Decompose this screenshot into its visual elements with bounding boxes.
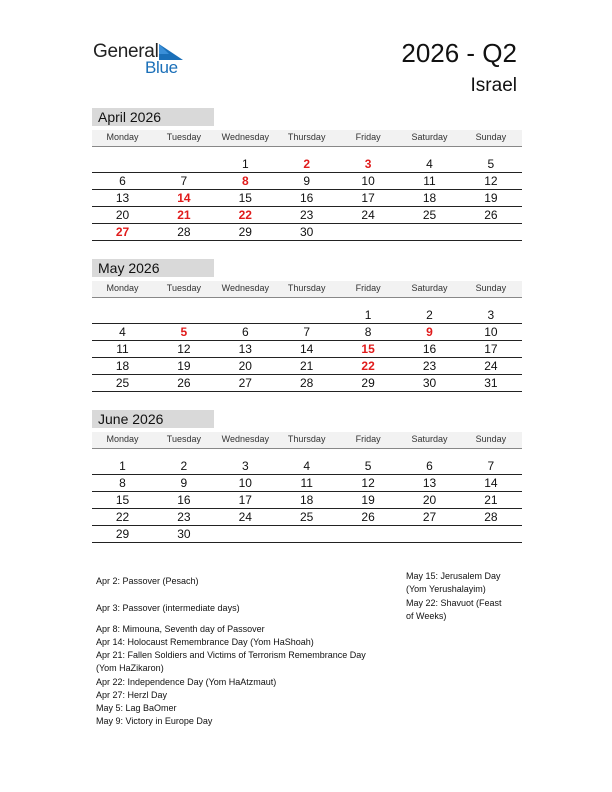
day-cell: 30 — [177, 527, 191, 541]
weekday-label: Tuesday — [166, 434, 201, 444]
day-cell: 13 — [422, 476, 437, 490]
day-cell: 27 — [238, 376, 252, 390]
day-cell: 18 — [422, 191, 437, 205]
weekday-label: Tuesday — [166, 132, 201, 142]
day-cell: 30 — [422, 376, 437, 390]
holiday-note: (Yom Yerushalayim) — [406, 584, 486, 594]
weekday-label: Sunday — [475, 434, 507, 444]
day-cell: 1 — [241, 157, 249, 171]
day-cell: 17 — [484, 342, 498, 356]
logo-blue-text: Blue — [145, 58, 178, 77]
holiday-day-cell: 15 — [361, 342, 375, 356]
day-cell: 27 — [422, 510, 437, 524]
weekday-label: Sunday — [475, 283, 507, 293]
week-row — [92, 526, 522, 543]
day-cell: 9 — [303, 174, 311, 188]
weekday-label: Monday — [106, 434, 139, 444]
day-cell: 3 — [241, 459, 249, 473]
day-cell: 24 — [361, 208, 375, 222]
day-cell: 15 — [238, 191, 252, 205]
weekday-header-row — [92, 281, 522, 298]
day-cell: 10 — [484, 325, 498, 339]
day-cell: 26 — [484, 208, 498, 222]
day-cell: 14 — [484, 476, 498, 490]
holiday-day-cell: 8 — [241, 174, 249, 188]
day-cell: 16 — [422, 342, 437, 356]
day-cell: 19 — [361, 493, 375, 507]
holiday-note: May 5: Lag BaOmer — [96, 703, 177, 713]
day-cell: 5 — [487, 157, 495, 171]
holiday-day-cell: 14 — [177, 191, 191, 205]
day-cell: 14 — [300, 342, 314, 356]
day-cell: 9 — [180, 476, 188, 490]
holiday-note: (Yom HaZikaron) — [96, 663, 164, 673]
holiday-day-cell: 27 — [115, 225, 130, 239]
weekday-label: Thursday — [287, 434, 326, 444]
week-row — [92, 224, 522, 241]
holiday-day-cell: 5 — [180, 325, 188, 339]
day-cell: 8 — [364, 325, 372, 339]
logo-general-text: General — [93, 41, 159, 62]
weekday-label: Wednesday — [221, 132, 269, 142]
day-cell: 12 — [177, 342, 191, 356]
day-cell: 4 — [119, 325, 126, 339]
day-cell: 2 — [180, 459, 188, 473]
day-cell: 30 — [300, 225, 314, 239]
holiday-note: Apr 3: Passover (intermediate days) — [96, 603, 240, 613]
day-cell: 13 — [238, 342, 252, 356]
weekday-label: Saturday — [411, 434, 448, 444]
day-cell: 18 — [300, 493, 314, 507]
generalblue-logo — [93, 40, 203, 80]
weekday-label: Monday — [106, 132, 139, 142]
week-row — [92, 475, 522, 492]
day-cell: 7 — [487, 459, 495, 473]
day-cell: 29 — [238, 225, 252, 239]
day-cell: 4 — [303, 459, 311, 473]
day-cell: 4 — [426, 157, 433, 171]
day-cell: 26 — [361, 510, 375, 524]
day-cell: 12 — [361, 476, 375, 490]
holiday-day-cell: 22 — [361, 359, 375, 373]
day-cell: 19 — [484, 191, 498, 205]
weekday-label: Monday — [106, 283, 139, 293]
day-cell: 15 — [115, 493, 130, 507]
day-cell: 3 — [487, 308, 495, 322]
day-cell: 31 — [484, 376, 498, 390]
day-cell: 7 — [303, 325, 311, 339]
holiday-note: May 22: Shavuot (Feast — [406, 598, 502, 608]
holiday-note: of Weeks) — [406, 611, 447, 621]
day-cell: 20 — [238, 359, 252, 373]
day-cell: 25 — [422, 208, 437, 222]
day-cell: 7 — [180, 174, 188, 188]
day-cell: 28 — [484, 510, 498, 524]
day-cell: 17 — [361, 191, 375, 205]
day-cell: 23 — [177, 510, 191, 524]
day-cell: 25 — [115, 376, 130, 390]
week-row — [92, 207, 522, 224]
week-row — [92, 509, 522, 526]
day-cell: 24 — [484, 359, 498, 373]
day-cell: 13 — [115, 191, 130, 205]
day-cell: 23 — [300, 208, 314, 222]
day-cell: 20 — [115, 208, 130, 222]
week-row — [92, 492, 522, 509]
holiday-note: Apr 8: Mimouna, Seventh day of Passover — [96, 624, 265, 634]
day-cell: 6 — [241, 325, 249, 339]
day-cell: 6 — [119, 174, 126, 188]
holiday-note: May 9: Victory in Europe Day — [96, 716, 213, 726]
day-cell: 16 — [300, 191, 314, 205]
weekday-label: Thursday — [287, 283, 326, 293]
page-title: 2026 - Q2 — [401, 38, 517, 68]
day-cell: 1 — [119, 459, 126, 473]
day-cell: 17 — [238, 493, 252, 507]
day-cell: 22 — [115, 510, 130, 524]
week-row — [92, 190, 522, 207]
holiday-note: Apr 2: Passover (Pesach) — [96, 576, 199, 586]
week-row — [92, 358, 522, 375]
day-cell: 29 — [115, 527, 130, 541]
weekday-label: Wednesday — [221, 434, 269, 444]
day-cell: 11 — [300, 476, 313, 490]
weekday-label: Wednesday — [221, 283, 269, 293]
day-cell: 23 — [422, 359, 437, 373]
day-cell: 12 — [484, 174, 498, 188]
day-cell: 6 — [426, 459, 433, 473]
weekday-label: Tuesday — [166, 283, 201, 293]
day-cell: 5 — [364, 459, 372, 473]
day-cell: 24 — [238, 510, 252, 524]
holiday-note: Apr 27: Herzl Day — [96, 690, 168, 700]
day-cell: 10 — [361, 174, 375, 188]
holiday-note: Apr 22: Independence Day (Yom HaAtzmaut) — [96, 677, 277, 687]
holiday-day-cell: 21 — [177, 208, 191, 222]
day-cell: 28 — [300, 376, 314, 390]
weekday-label: Friday — [355, 434, 381, 444]
weekday-label: Friday — [355, 132, 381, 142]
weekday-header-row — [92, 130, 522, 147]
day-cell: 21 — [300, 359, 314, 373]
weekday-label: Thursday — [287, 132, 326, 142]
day-cell: 25 — [300, 510, 314, 524]
weekday-label: Saturday — [411, 132, 448, 142]
holiday-note: Apr 14: Holocaust Remembrance Day (Yom HaShoah) — [96, 637, 314, 647]
day-cell: 8 — [119, 476, 126, 490]
day-cell: 28 — [177, 225, 191, 239]
holiday-day-cell: 22 — [238, 208, 252, 222]
day-cell: 18 — [115, 359, 130, 373]
day-cell: 2 — [426, 308, 433, 322]
week-row — [92, 173, 522, 190]
month-name: June 2026 — [92, 410, 214, 428]
day-cell: 10 — [238, 476, 252, 490]
month-name: May 2026 — [92, 259, 214, 277]
day-cell: 26 — [177, 376, 191, 390]
day-cell: 16 — [177, 493, 191, 507]
day-cell: 11 — [423, 174, 436, 188]
week-row — [92, 341, 522, 358]
day-cell: 11 — [116, 342, 129, 356]
week-row — [92, 375, 522, 392]
day-cell: 19 — [177, 359, 191, 373]
week-row — [92, 156, 522, 173]
holiday-note: May 15: Jerusalem Day — [406, 571, 501, 581]
day-cell: 1 — [364, 308, 372, 322]
week-row — [92, 324, 522, 341]
holiday-note: Apr 21: Fallen Soldiers and Victims of Terrorism Remembrance Day — [96, 650, 366, 660]
country-label: Israel — [470, 75, 517, 96]
weekday-header-row — [92, 432, 522, 449]
month-name: April 2026 — [92, 108, 214, 126]
weekday-label: Friday — [355, 283, 381, 293]
day-cell: 29 — [361, 376, 375, 390]
day-cell: 20 — [422, 493, 437, 507]
week-row — [92, 307, 522, 324]
weekday-label: Saturday — [411, 283, 448, 293]
holiday-day-cell: 9 — [426, 325, 433, 339]
holiday-day-cell: 2 — [303, 157, 311, 171]
day-cell: 21 — [484, 493, 498, 507]
weekday-label: Sunday — [475, 132, 507, 142]
holiday-day-cell: 3 — [364, 157, 372, 171]
week-row — [92, 458, 522, 475]
